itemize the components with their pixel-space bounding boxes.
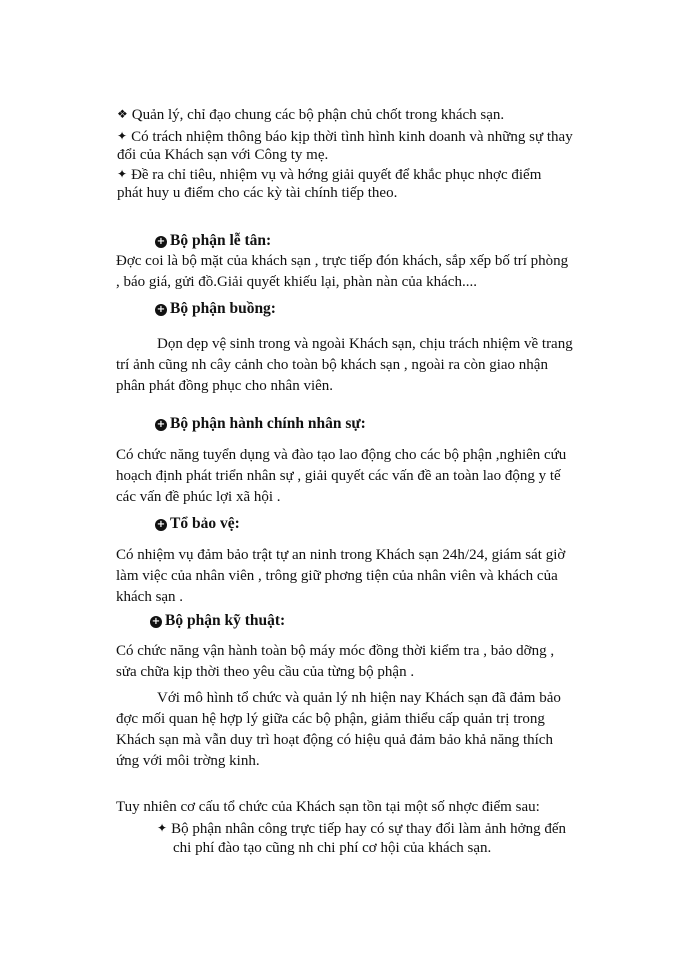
diamond-bullet-icon: ✦ [157, 821, 168, 835]
circle-plus-icon: + [156, 304, 166, 315]
bullet-targets [117, 164, 541, 185]
weakness-bullet-cont [173, 838, 491, 858]
text-line: phân phát đồng phục cho nhân viên. [116, 378, 334, 394]
section-text-housekeeping [116, 355, 548, 397]
weakness-bullet [157, 818, 566, 839]
summary-line-1 [157, 688, 561, 709]
text-line: khách sạn . [116, 589, 184, 605]
text-line: , báo giá, gửi đồ.Giải quyết khiếu lại, phàn nàn của khách.... [116, 274, 477, 290]
text-line: đợc mối quan hệ hợp lý giữa các bộ phận, giảm thiểu cấp quản trị trong [116, 711, 545, 727]
bullet-targets-cont [117, 183, 397, 203]
text-line: Với mô hình tổ chức và quản lý nh hiện nay Khách sạn đã đảm bảo [157, 690, 561, 706]
text-line: Có chức năng vận hành toàn bộ máy móc đồng thời kiểm tra , bảo dỡng , [116, 643, 555, 659]
text-line: trí ảnh cũng nh cây cảnh cho toàn bộ khách sạn , ngoài ra còn giao nhận [116, 357, 548, 373]
section-text-hr [116, 445, 566, 508]
circle-plus-icon: + [151, 616, 161, 627]
circle-plus-icon: + [156, 236, 166, 247]
section-text-housekeeping-l1 [157, 334, 573, 355]
star-bullet-icon: ✦ [117, 167, 128, 181]
circle-plus-icon: + [156, 519, 166, 530]
heading-text: Bộ phận hành chính nhân sự: [170, 415, 366, 432]
circle-plus-icon: + [156, 419, 166, 430]
bullet-text: Bộ phận nhân công trực tiếp hay có sự thay đổi làm ảnh hởng đến [171, 821, 566, 837]
section-heading-security [155, 513, 240, 534]
bullet-text: phát huy u điểm cho các kỳ tài chính tiếp theo. [117, 185, 398, 201]
bullet-text: Đề ra chỉ tiêu, nhiệm vụ và hớng giải quyết để khắc phục nhợc điểm [131, 167, 542, 183]
bullet-management [117, 104, 504, 125]
heading-text: Bộ phận lễ tân: [170, 232, 272, 249]
section-text-reception [116, 251, 568, 293]
section-heading-hr [155, 413, 366, 434]
bullet-text: Có trách nhiệm thông báo kịp thời tình hình kinh doanh và những sự thay [131, 129, 573, 145]
text-line: Đợc coi là bộ mặt của khách sạn , trực tiếp đón khách, sắp xếp bố trí phòng [116, 253, 569, 269]
text-line: các vấn đề phúc lợi xã hội . [116, 489, 281, 505]
section-text-security [116, 545, 565, 608]
text-line: sửa chữa kịp thời theo yêu cầu của từng bộ phận . [116, 664, 415, 680]
section-heading-reception [155, 230, 271, 251]
diamond-bullet-icon: ❖ [117, 107, 128, 121]
section-heading-technical [150, 610, 285, 631]
text-line: Khách sạn mà vẫn duy trì hoạt động có hiệu quả đảm bảo khả năng thích [116, 732, 553, 748]
text-line: làm việc của nhân viên , trông giữ phơng tiện của nhân viên và khách của [116, 568, 558, 584]
bullet-text: Quản lý, chỉ đạo chung các bộ phận chủ chốt trong khách sạn. [131, 107, 505, 123]
text-line: Có nhiệm vụ đảm bảo trật tự an ninh trong Khách sạn 24h/24, giám sát giờ [116, 547, 566, 563]
bullet-text: chi phí đào tạo cũng nh chi phí cơ hội của khách sạn. [173, 840, 492, 856]
weakness-intro [116, 797, 540, 818]
summary-paragraph [116, 709, 553, 772]
heading-text: Tổ bảo vệ: [170, 515, 240, 532]
bullet-reporting [117, 126, 573, 147]
bullet-reporting-cont [117, 145, 328, 165]
heading-text: Bộ phận buồng: [170, 300, 276, 317]
text-line: Dọn dẹp vệ sinh trong và ngoài Khách sạn, chịu trách nhiệm về trang [157, 336, 573, 352]
bullet-text: đổi của Khách sạn với Công ty mẹ. [117, 147, 329, 163]
text-line: Có chức năng tuyển dụng và đào tạo lao động cho các bộ phận ,nghiên cứu [116, 447, 567, 463]
section-text-technical [116, 641, 554, 683]
heading-text: Bộ phận kỹ thuật: [165, 612, 286, 629]
text-line: hoạch định phát triển nhân sự , giải quyết các vấn đề an toàn lao động y tế [116, 468, 561, 484]
star-bullet-icon: ✦ [117, 129, 128, 143]
text-line: Tuy nhiên cơ cấu tổ chức của Khách sạn tồn tại một số nhợc điểm sau: [116, 799, 540, 815]
section-heading-housekeeping [155, 298, 276, 319]
text-line: ứng với môi trờng kinh. [116, 753, 260, 769]
